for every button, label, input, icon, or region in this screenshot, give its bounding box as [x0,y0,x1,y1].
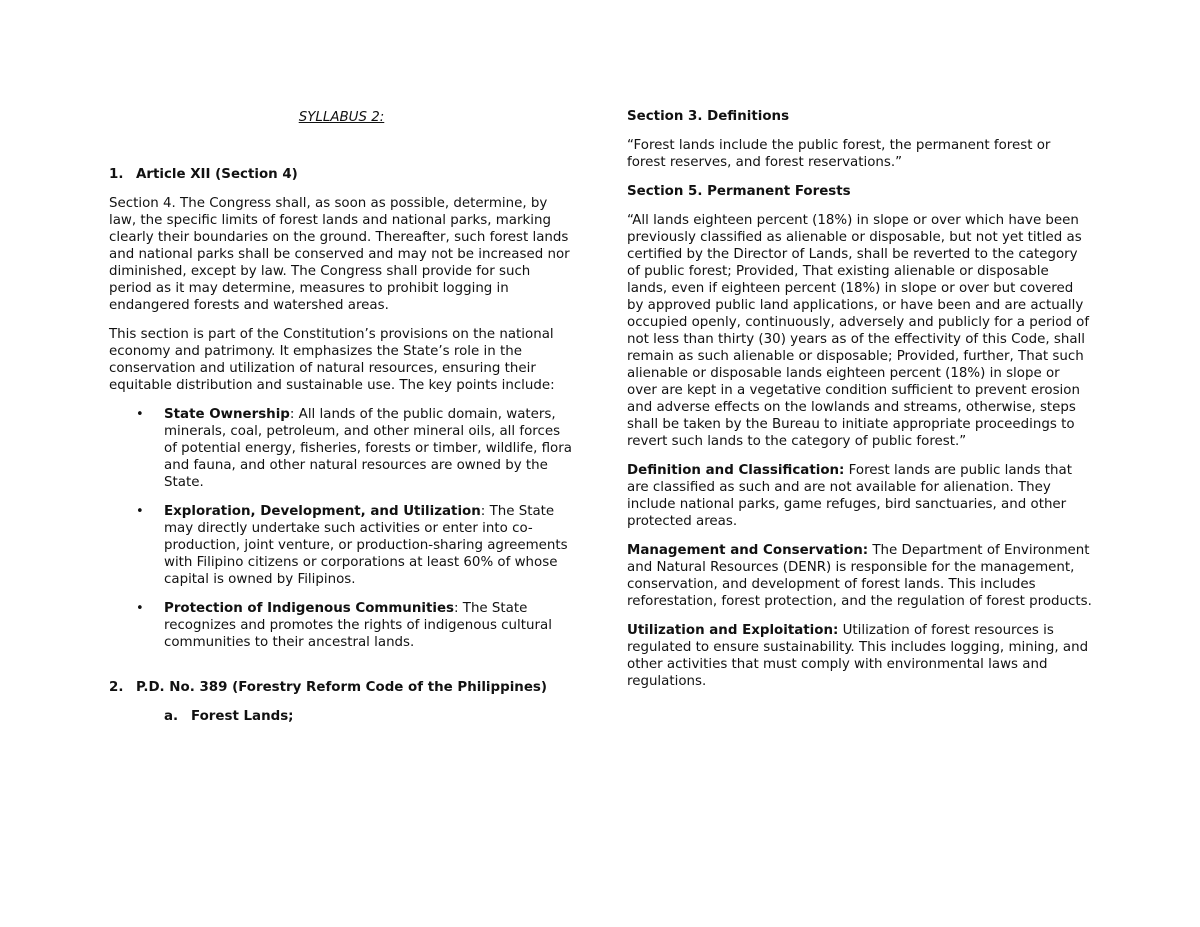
section-4-paragraph: Section 4. The Congress shall, as soon as possible, determine, by law, the specific limits of forest lands and national parks, marking clearly their boundaries on the ground. Thereafter, such forest lands and national parks shall be conserved and may not be increased nor diminished, except by law. The Congress shall provide for such period as it may determine, measures to prohibit logging in endangered forests and watershed areas. [109,196,570,313]
bullet-label: State Ownership [164,407,290,422]
paragraph-text: Utilization of forest resources is regulated to ensure sustainability. This includes logging, mining, and other activities that must comply with environmental laws and regulations. [627,623,1089,689]
paragraph-label: Definition and Classification: [627,463,845,478]
list-item [109,503,574,588]
bullet-text: : All lands of the public domain, waters, minerals, coal, petroleum, and other mineral oils, all forces of potential energy, fisheries, forests or timber, wildlife, flora and fauna, and other natural resources are owned by the State. [164,407,572,490]
paragraph-text: The Department of Environment and Natural Resources (DENR) is responsible for the management, conservation, and development of forest lands. This includes reforestation, forest protection, and the regulation of forest products. [627,543,1092,609]
pd-389-heading [109,679,574,696]
definition-classification-paragraph [627,462,1093,530]
section-5-heading: Section 5. Permanent Forests [627,184,851,199]
bullet-label: Exploration, Development, and Utilization [164,504,481,519]
bullet-text: : The State may directly undertake such activities or enter into co-production, joint venture, or production-sharing agreements with Filipino citizens or corporations at least 60% of whose capital is owned by Filipinos. [164,504,568,587]
bullet-icon: • [136,504,144,519]
left-column [109,108,574,725]
bullet-icon: • [136,601,144,616]
item-heading-text: P.D. No. 389 (Forestry Reform Code of the Philippines) [136,680,547,695]
section-5-text: “All lands eighteen percent (18%) in slope or over which have been previously classified as alienable or disposable, but not yet titled as certified by the Director of Lands, shall be reverted to the category of public forest; Provided, That existing alienable or disposable lands, even if eighteen percent (18%) in slope or over but covered by approved public land applications, or have been and are actually occupied openly, continuously, adversely and publicly for a period of not less than thirty (30) years as of the effectivity of this Code, shall remain as such alienable or disposable; Provided, further, That such alienable or disposable lands eighteen percent (18%) in slope or over are kept in a vegetative condition sufficient to prevent erosion and adverse effects on the lowlands and streams, otherwise, steps shall be taken by the Bureau to initiate appropriate proceedings to revert such lands to the category of public forest.” [627,213,1090,449]
item-number: 2. [109,680,124,695]
paragraph-text: Forest lands are public lands that are classified as such and are not available for alienation. They include national parks, game refuges, bird sanctuaries, and other protected areas. [627,463,1072,529]
subitem-letter: a. [164,709,179,724]
list-item [109,600,574,651]
article-xii-heading [109,166,574,183]
bullet-text: : The State recognizes and promotes the rights of indigenous cultural communities to their ancestral lands. [164,601,552,650]
section-3-text: “Forest lands include the public forest, the permanent forest or forest reserves, and forest reservations.” [627,138,1051,170]
paragraph-label: Utilization and Exploitation: [627,623,839,638]
paragraph-label: Management and Conservation: [627,543,869,558]
right-column [627,108,1093,702]
management-conservation-paragraph [627,542,1093,610]
syllabus-title: SYLLABUS 2: [298,110,385,125]
key-points-list [109,406,574,651]
bullet-icon: • [136,407,144,422]
section-3-heading: Section 3. Definitions [627,109,790,124]
item-heading-text: Article XII (Section 4) [136,167,298,182]
intro-paragraph: This section is part of the Constitution’s provisions on the national economy and patrimony. It emphasizes the State’s role in the conservation and utilization of natural resources, ensuring their equitable distribution and sustainable use. The key points include: [109,327,555,393]
utilization-exploitation-paragraph [627,622,1093,690]
bullet-label: Protection of Indigenous Communities [164,601,454,616]
list-item [109,406,574,491]
subitem-label: Forest Lands; [191,709,294,724]
forest-lands-subitem [109,708,574,725]
item-number: 1. [109,167,124,182]
